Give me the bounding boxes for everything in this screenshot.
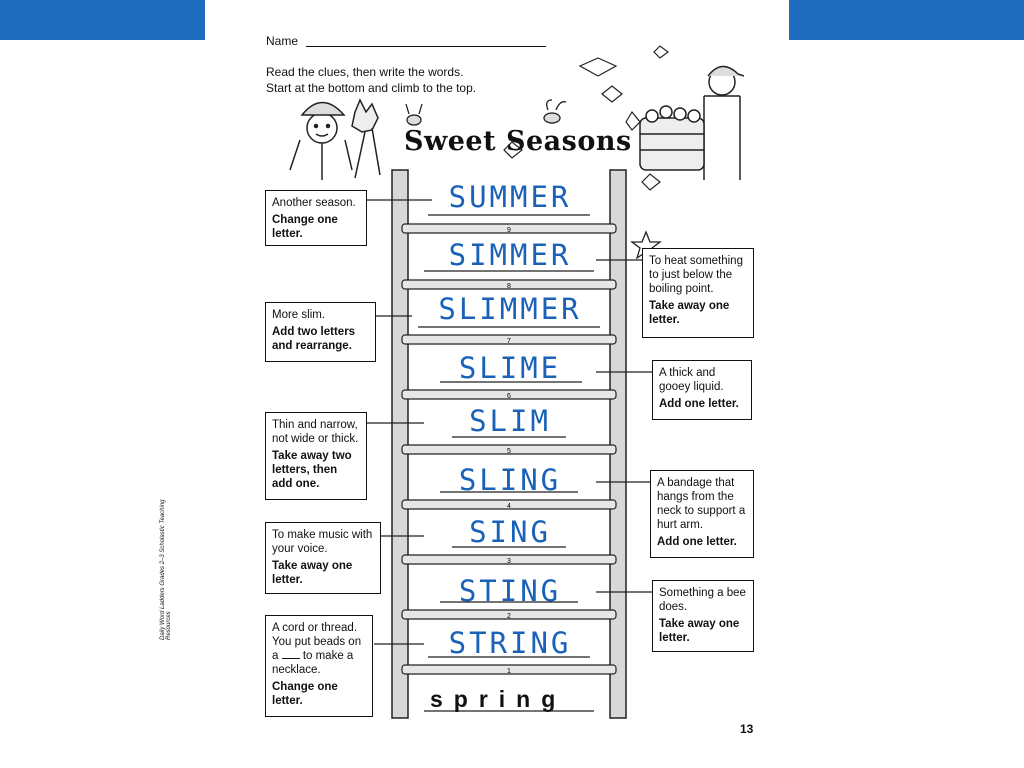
- clue-box-4: [650, 470, 754, 558]
- clue-desc-after: to make a necklace.: [272, 650, 354, 676]
- clue-rule: Take away one letter.: [272, 560, 353, 586]
- clue-box-6: [652, 360, 752, 420]
- answer-word-5: SLIM: [469, 404, 551, 438]
- clue-box-3: [265, 522, 381, 594]
- clue-rule: Take away one letter.: [649, 300, 730, 326]
- clue-rule: Change one letter.: [272, 681, 338, 707]
- rung-number: 1: [507, 668, 511, 675]
- clue-desc: To make music with your voice.: [272, 529, 373, 555]
- rung-number: 6: [507, 393, 511, 400]
- clue-rule: Add one letter.: [659, 398, 739, 410]
- start-word: spring: [430, 686, 567, 712]
- clue-desc: Thin and narrow, not wide or thick.: [272, 419, 359, 445]
- instruction-line-1: Read the clues, then write the words.: [266, 65, 464, 79]
- clue-desc: A bandage that hangs from the neck to support a hurt arm.: [657, 477, 746, 531]
- page-number: 13: [740, 722, 754, 736]
- rung-number: 7: [507, 338, 511, 345]
- inline-blank: [282, 649, 300, 659]
- clue-rule: Add two letters and rearrange.: [272, 326, 356, 352]
- clue-desc: [272, 621, 366, 677]
- worksheet-title: Sweet Seasons: [404, 126, 632, 157]
- rung-number: 2: [507, 613, 511, 620]
- clue-box-9: [265, 190, 367, 246]
- clue-desc: A thick and gooey liquid.: [659, 367, 724, 393]
- answer-word-9: SUMMER: [448, 180, 572, 214]
- scarecrow-illustration: [290, 100, 380, 180]
- farmer-with-apple-basket-illustration: [640, 66, 744, 180]
- instruction-line-2: Start at the bottom and climb to the top.: [266, 81, 477, 95]
- answer-word-8: SIMMER: [448, 238, 572, 272]
- rung-number: 3: [507, 558, 511, 565]
- clue-box-2: [652, 580, 754, 652]
- clue-box-8: [642, 248, 754, 338]
- clue-desc: More slim.: [272, 309, 326, 321]
- clue-desc: Another season.: [272, 197, 356, 209]
- answer-word-4: SLING: [458, 463, 562, 497]
- clue-rule: Change one letter.: [272, 214, 338, 240]
- bee-illustration: [406, 100, 566, 125]
- answer-word-6: SLIME: [458, 351, 562, 385]
- clue-box-7: [265, 302, 376, 362]
- clue-desc: To heat something to just below the boiling point.: [649, 255, 743, 295]
- clue-rule: Take away one letter.: [659, 618, 740, 644]
- rung-number: 5: [507, 448, 511, 455]
- rung-number: 9: [507, 227, 511, 234]
- clue-desc: Something a bee does.: [659, 587, 746, 613]
- answer-word-2: STING: [458, 574, 562, 608]
- clue-rule: Take away two letters, then add one.: [272, 450, 352, 490]
- clue-rule: Add one letter.: [657, 536, 737, 548]
- answer-word-3: SING: [469, 515, 551, 549]
- answer-word-7: SLIMMER: [438, 292, 582, 326]
- clue-box-1: [265, 615, 373, 717]
- publisher-credit: Daily Word Ladders Grades 2–3 Scholastic Teaching Resources: [160, 499, 172, 640]
- clue-desc-before: A cord or thread. You put beads on a: [272, 622, 362, 662]
- name-label: Name: [266, 34, 299, 48]
- rung-number: 4: [507, 503, 511, 510]
- clue-box-5: [265, 412, 367, 500]
- rung-number: 8: [507, 283, 511, 290]
- answer-word-1: STRING: [448, 626, 572, 660]
